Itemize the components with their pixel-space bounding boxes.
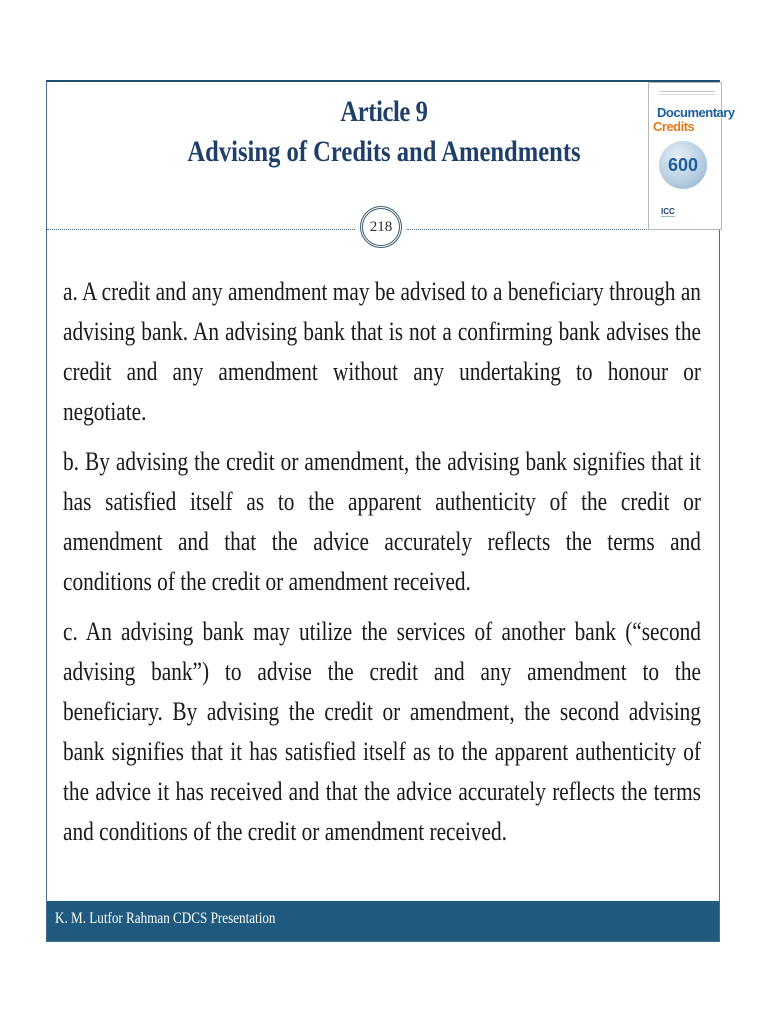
article-title: Article 9 — [340, 95, 428, 128]
book-cover-number: 600 — [667, 154, 699, 175]
paragraph-b — [63, 442, 701, 602]
title-area — [47, 92, 721, 172]
paragraph-c-text: c. An advising bank may utilize the services of another bank (“second advising bank”) to advise the credit and any amendment to the beneficiary. By advising the credit or amendment, the second advising bank signifies that it has satisfied itself as to the apparent authenticity of the advice it has received and that the advice accurately reflects the terms and conditions of the credit or amendment received. — [63, 617, 701, 846]
paragraph-a-text: a. A credit and any amendment may be advised to a beneficiary through an advising bank. An advising bank that is not a confirming bank advises the credit and any amendment without any undertaking to honour or negotiate. — [63, 277, 701, 426]
footer-bar — [47, 901, 719, 941]
article-subtitle: Advising of Credits and Amendments — [187, 135, 581, 168]
paragraph-a — [63, 272, 701, 432]
book-cover-title-word1: Documentary — [657, 105, 735, 120]
paragraph-c — [63, 612, 701, 852]
book-cover-title-word2: Credits — [653, 119, 695, 134]
article-body — [63, 272, 701, 862]
slide-frame — [46, 80, 720, 942]
page-number-badge — [360, 206, 402, 248]
book-cover-globe-icon — [659, 141, 707, 189]
icc-logo: ICC — [661, 207, 675, 216]
book-cover-header-lines — [659, 91, 715, 92]
page-number: 218 — [369, 218, 393, 235]
book-cover-image — [648, 82, 735, 230]
title-divider-left — [47, 229, 355, 230]
footer-text: K. M. Lutfor Rahman CDCS Presentation — [55, 910, 276, 927]
paragraph-b-text: b. By advising the credit or amendment, the advising bank signifies that it has satisfied itself as to the apparent authenticity of the credit or amendment and that the advice accurately reflects the terms and conditions of the credit or amendment received. — [63, 447, 701, 596]
